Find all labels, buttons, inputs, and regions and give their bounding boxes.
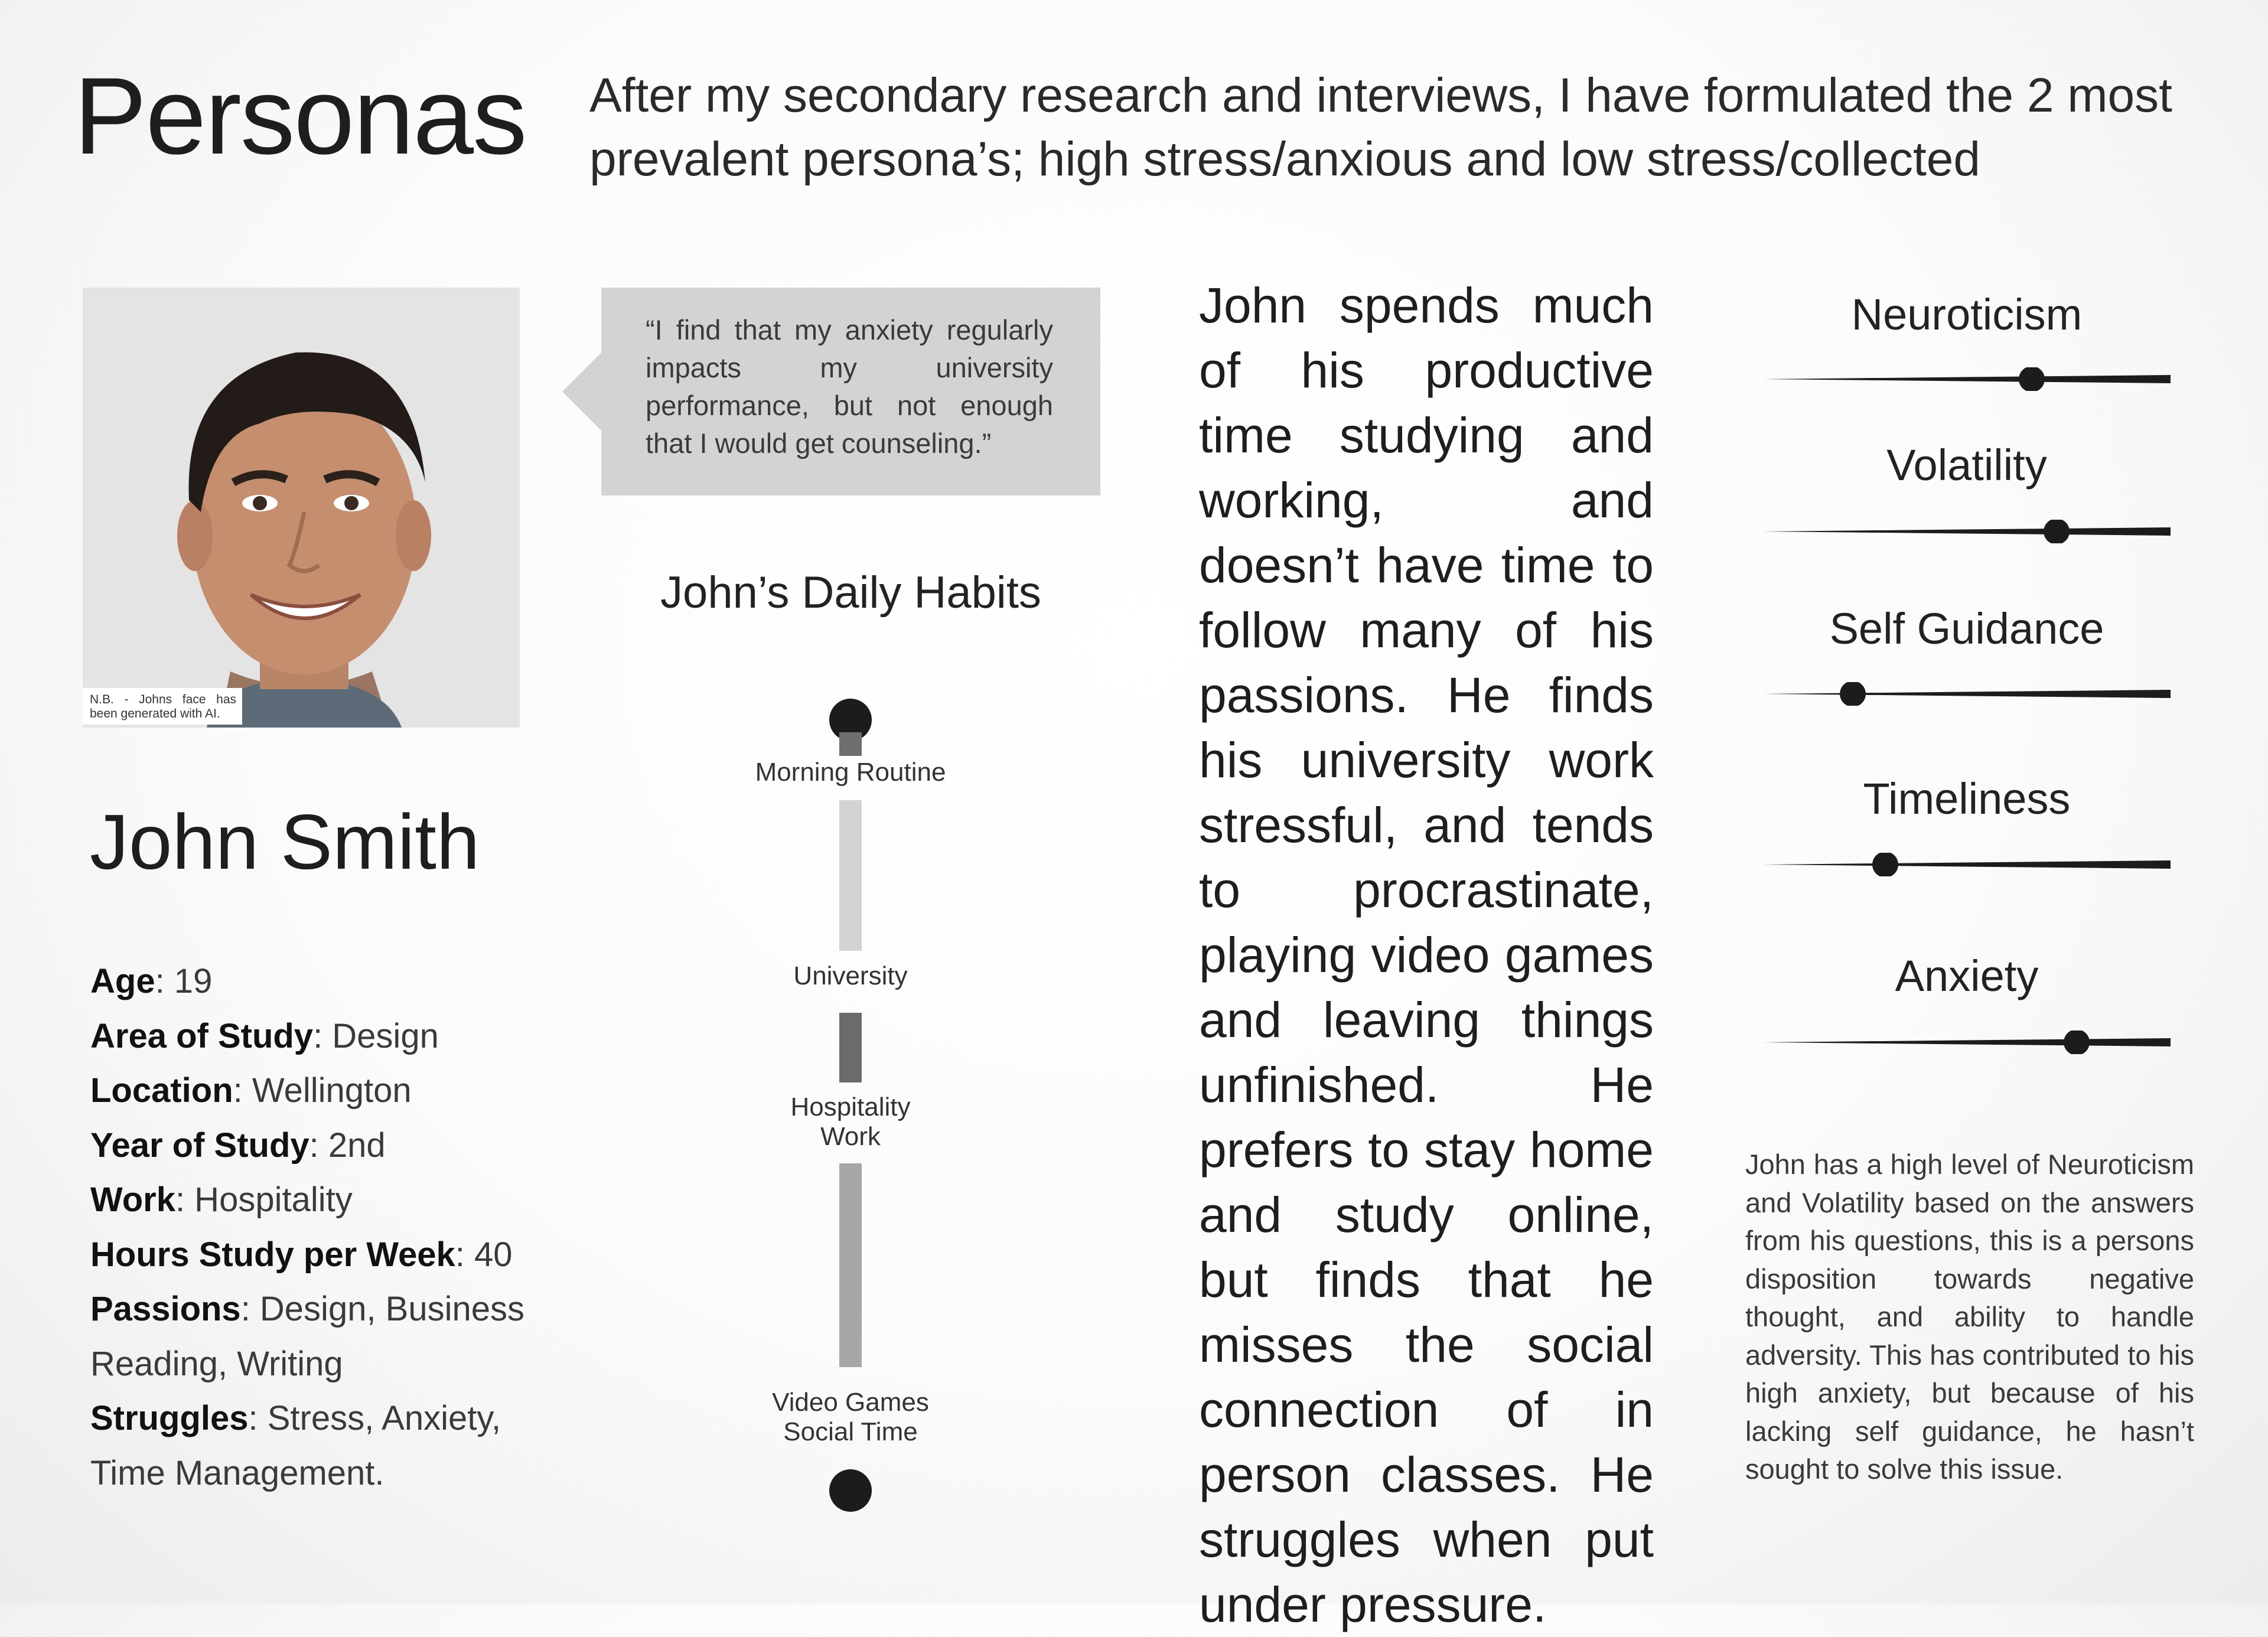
slider-knob — [2019, 367, 2045, 391]
quote-box — [601, 288, 1100, 495]
detail-row — [90, 1282, 524, 1337]
detail-value: Reading, Writing — [90, 1344, 343, 1383]
detail-row — [90, 1228, 524, 1283]
slider-track — [1763, 690, 2171, 698]
slider-track — [1763, 375, 2171, 383]
detail-row — [90, 1446, 524, 1501]
habit-segment — [839, 1163, 862, 1367]
habit-label: Morning Routine — [755, 758, 946, 787]
habit-label: University — [793, 961, 908, 990]
persona-bio: John spends much of his productive time studying and working, and doesn’t have time to follow many of his passions. He finds his university work stressful, and tends to procrastinate, playing video games and leaving things unfinished. He prefers to stay home and study online, but finds that he misses the social connection of in person classes. He struggles when put under pressure. — [1199, 278, 1654, 1632]
slider-knob — [1872, 853, 1898, 876]
detail-key: Location — [90, 1071, 233, 1110]
detail-key: Struggles — [90, 1399, 249, 1437]
persona-details — [90, 954, 524, 1501]
detail-value: : Design — [313, 1016, 439, 1055]
detail-row — [90, 1173, 524, 1228]
timeline-end-dot — [829, 1469, 872, 1512]
detail-row — [90, 1337, 524, 1392]
trait-slider — [1763, 520, 2176, 543]
slider-track — [1763, 1038, 2171, 1046]
slider-track — [1763, 527, 2171, 536]
detail-row — [90, 954, 524, 1009]
detail-value: : Wellington — [233, 1071, 412, 1110]
trait-slider — [1763, 1031, 2176, 1054]
trait-slider — [1763, 853, 2176, 876]
habit-label: Hospitality Work — [790, 1093, 911, 1151]
photo-note: N.B. - Johns face has been generated with AI. — [83, 688, 242, 725]
detail-row — [90, 1009, 524, 1064]
habit-segment — [839, 732, 862, 756]
quote-pointer — [562, 352, 602, 431]
trait-slider — [1763, 682, 2176, 706]
quote-text: “I find that my anxiety regularly impacts my university performance, but not enough that I would get counseling.” — [646, 314, 1053, 459]
trait-slider — [1763, 367, 2176, 391]
page-title: Personas — [74, 56, 526, 177]
trait-label: Self Guidance — [1829, 604, 2104, 653]
slider-track — [1763, 860, 2171, 869]
habits-title: John’s Daily Habits — [660, 568, 1041, 618]
habit-segment — [839, 1013, 862, 1082]
habit-label: Video Games Social Time — [772, 1388, 929, 1446]
intro-text: After my secondary research and interviews, I have formulated the 2 most prevalent persona’s; high stress/anxious and low stress/collected — [589, 69, 2172, 186]
trait-label: Volatility — [1886, 441, 2047, 490]
detail-key: Age — [90, 962, 155, 1000]
detail-value: Time Management. — [90, 1453, 384, 1492]
detail-key: Area of Study — [90, 1016, 314, 1055]
detail-key: Passions — [90, 1290, 241, 1328]
habit-segment — [839, 800, 862, 951]
detail-value: : Design, Business — [240, 1290, 525, 1328]
detail-row — [90, 1391, 524, 1446]
slider-knob — [2044, 520, 2070, 543]
detail-value: : Hospitality — [175, 1181, 353, 1219]
detail-row — [90, 1064, 524, 1118]
persona-photo — [83, 288, 520, 728]
slider-knob — [2064, 1031, 2090, 1054]
detail-value: : 40 — [455, 1235, 513, 1274]
detail-value: : Stress, Anxiety, — [248, 1399, 501, 1437]
detail-key: Work — [90, 1181, 175, 1219]
detail-value: : 2nd — [309, 1126, 386, 1165]
detail-value: : 19 — [155, 962, 213, 1000]
trait-summary: John has a high level of Neuroticism and Volatility based on the answers from his questions, this is a persons disposition towards negative thought, and ability to handle adversity. This has contributed to his high anxiety, but because of his lacking self guidance, he hasn’t sought to solve this issue. — [1745, 1149, 2194, 1485]
trait-label: Timeliness — [1863, 774, 2071, 823]
detail-row — [90, 1118, 524, 1173]
persona-name: John Smith — [90, 798, 480, 885]
trait-label: Anxiety — [1895, 951, 2039, 1000]
slider-knob — [1840, 682, 1866, 706]
detail-key: Year of Study — [90, 1126, 309, 1165]
trait-label: Neuroticism — [1851, 290, 2083, 339]
detail-key: Hours Study per Week — [90, 1235, 455, 1274]
